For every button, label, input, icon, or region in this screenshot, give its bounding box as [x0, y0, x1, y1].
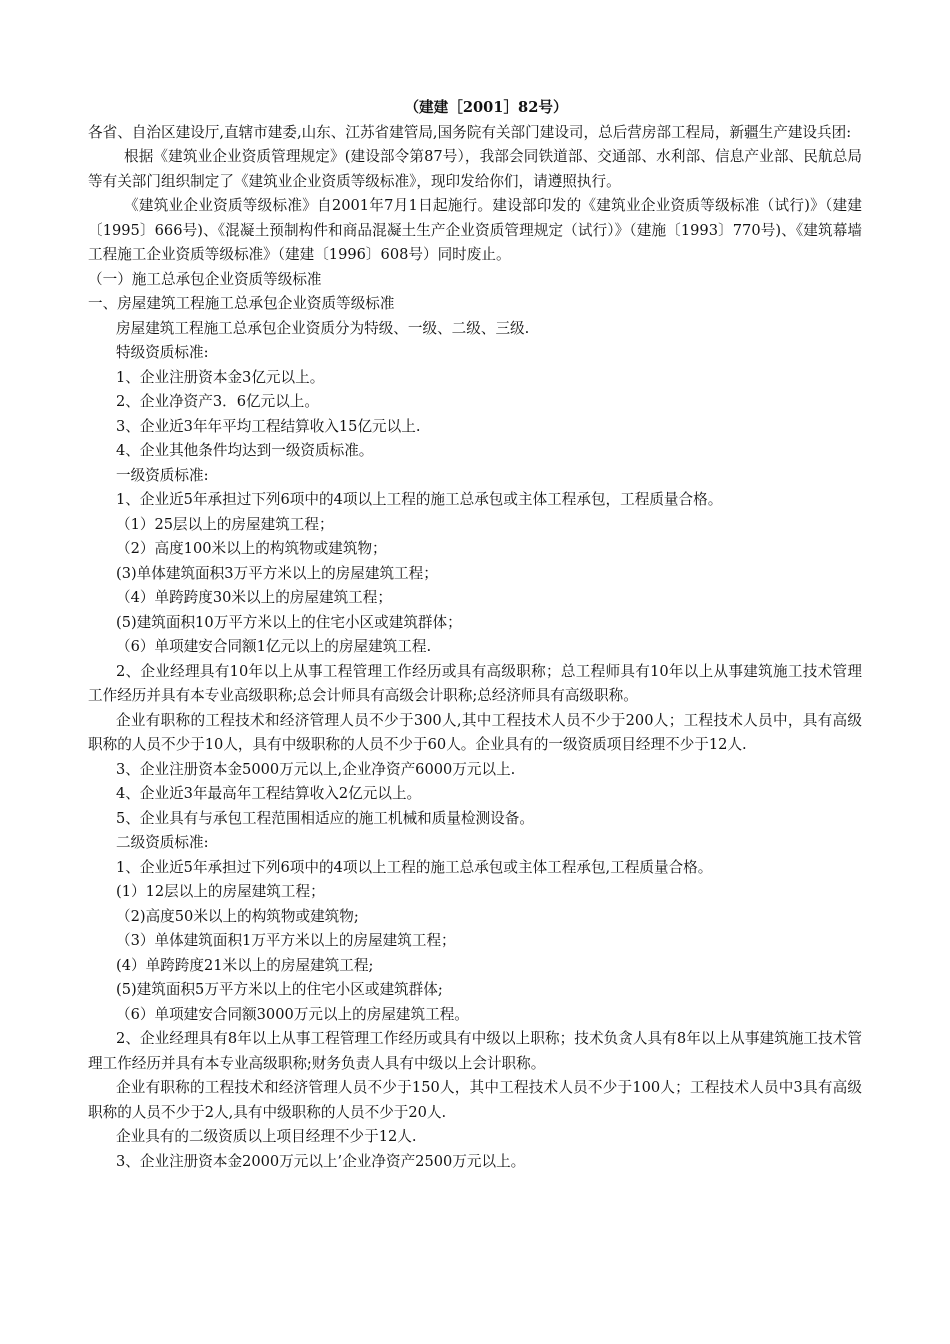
body-line: 4、企业近3年最高年工程结算收入2亿元以上。 [116, 785, 422, 802]
body-paragraph: 企业有职称的工程技术和经济管理人员不少于300人,其中工程技术人员不少于200人；工程技术人员中，具有高级职称的人员不少于10人，具有中级职称的人员不少于60人。企业具有的一级资质项目经理不少于12人. [88, 711, 862, 753]
body-paragraph: 《建筑业企业资质等级标准》自2001年7月1日起施行。建设部印发的《建筑业企业资质等级标准（试行)》（建建〔1995〕666号)、《混凝土预制构件和商品混凝土生产企业资质管理规定（试行）》（建施〔1993〕770号)、《建筑幕墙工程施工企业资质等级标准》（建建〔1996〕608号）同时废止。 [88, 197, 862, 263]
body-line: 房屋建筑工程施工总承包企业资质分为特级、一级、二级、三级. [116, 319, 530, 337]
body-line: （6）单项建安合同额1亿元以上的房屋建筑工程. [116, 638, 432, 655]
body-line: 1、企业注册资本金3亿元以上。 [116, 368, 325, 386]
body-line: 一级资质标准: [116, 466, 209, 484]
body-paragraph: 2、企业经理具有8年以上从事工程管理工作经历或具有中级以上职称；技术负贪人具有8年以上从事建筑施工技术管理工作经历并具有本专业高级职称;财务负责人具有中级以上会计职称。 [88, 1030, 862, 1072]
body-line: （6）单项建安合同额3000万元以上的房屋建筑工程。 [116, 1005, 469, 1023]
body-line: (3)单体建筑面积3万平方米以上的房屋建筑工程； [116, 564, 438, 582]
body-line: (1）12层以上的房屋建筑工程； [116, 883, 325, 900]
body-line: （2）高度100米以上的构筑物或建筑物； [116, 540, 387, 557]
body-line: 特级资质标准: [116, 344, 209, 361]
body-line: 二级资质标准: [116, 834, 209, 851]
body-line: 3、企业近3年年平均工程结算收入15亿元以上. [116, 417, 421, 435]
body-line: （2)高度50米以上的构筑物或建筑物; [116, 907, 359, 925]
body-line: 3、企业注册资本金5000万元以上,企业净资产6000万元以上. [116, 760, 516, 778]
body-line: （4）单跨跨度30米以上的房屋建筑工程； [116, 589, 392, 606]
body-line: (4）单跨跨度21米以上的房屋建筑工程; [116, 956, 374, 974]
document-body [88, 121, 862, 1175]
body-paragraph: 2、企业经理具有10年以上从事工程管理工作经历或具有高级职称；总工程师具有10年以上从事建筑施工技术管理工作经历并具有本专业高级职称;总会计师具有高级会计职称;总经济师具有高级职称。 [88, 662, 862, 704]
body-line: （一）施工总承包企业资质等级标准 [88, 270, 322, 288]
body-line: 4、企业其他条件均达到一级资质标准。 [116, 442, 374, 459]
body-line: （1）25层以上的房屋建筑工程； [116, 515, 334, 533]
body-paragraph: 根据《建筑业企业资质管理规定》(建设部令第87号），我部会同铁道部、交通部、水利部、信息产业部、民航总局等有关部门组织制定了《建筑业企业资质等级标准》，现印发给你们，请遵照执行。 [88, 148, 862, 190]
body-line: 1、企业近5年承担过下列6项中的4项以上工程的施工总承包或主体工程承包,工程质量合格。 [116, 858, 713, 876]
body-line: (5)建筑面积10万平方米以上的住宅小区或建筑群体； [116, 613, 462, 631]
body-line: 企业具有的二级资质以上项目经理不少于12人. [116, 1128, 417, 1145]
document-title: （建建［2001］82号） [404, 99, 568, 116]
body-line: (5)建筑面积5万平方米以上的住宅小区或建筑群体; [116, 981, 443, 998]
body-line: 3、企业注册资本金2000万元以上’企业净资产2500万元以上。 [116, 1152, 526, 1170]
body-paragraph: 企业有职称的工程技术和经济管理人员不少于150人，其中工程技术人员不少于100人；工程技术人员中3具有高级职称的人员不少于2人,具有中级职称的人员不少于20人. [88, 1079, 862, 1121]
body-line: 2、企业净资产3．6亿元以上。 [116, 393, 319, 410]
body-line: 1、企业近5年承担过下列6项中的4项以上工程的施工总承包或主体工程承包，工程质量合格。 [116, 491, 723, 508]
body-line: 一、房屋建筑工程施工总承包企业资质等级标准 [88, 295, 395, 312]
body-line: 5、企业具有与承包工程范围相适应的施工机械和质量检测设备。 [116, 809, 534, 827]
document-page [88, 96, 862, 1174]
body-line: （3）单体建筑面积1万平方米以上的房屋建筑工程； [116, 932, 456, 949]
body-paragraph: 各省、自治区建设厅,直辖市建委,山东、江苏省建管局,国务院有关部门建设司，总后营房部工程局，新疆生产建设兵团: [88, 123, 852, 141]
